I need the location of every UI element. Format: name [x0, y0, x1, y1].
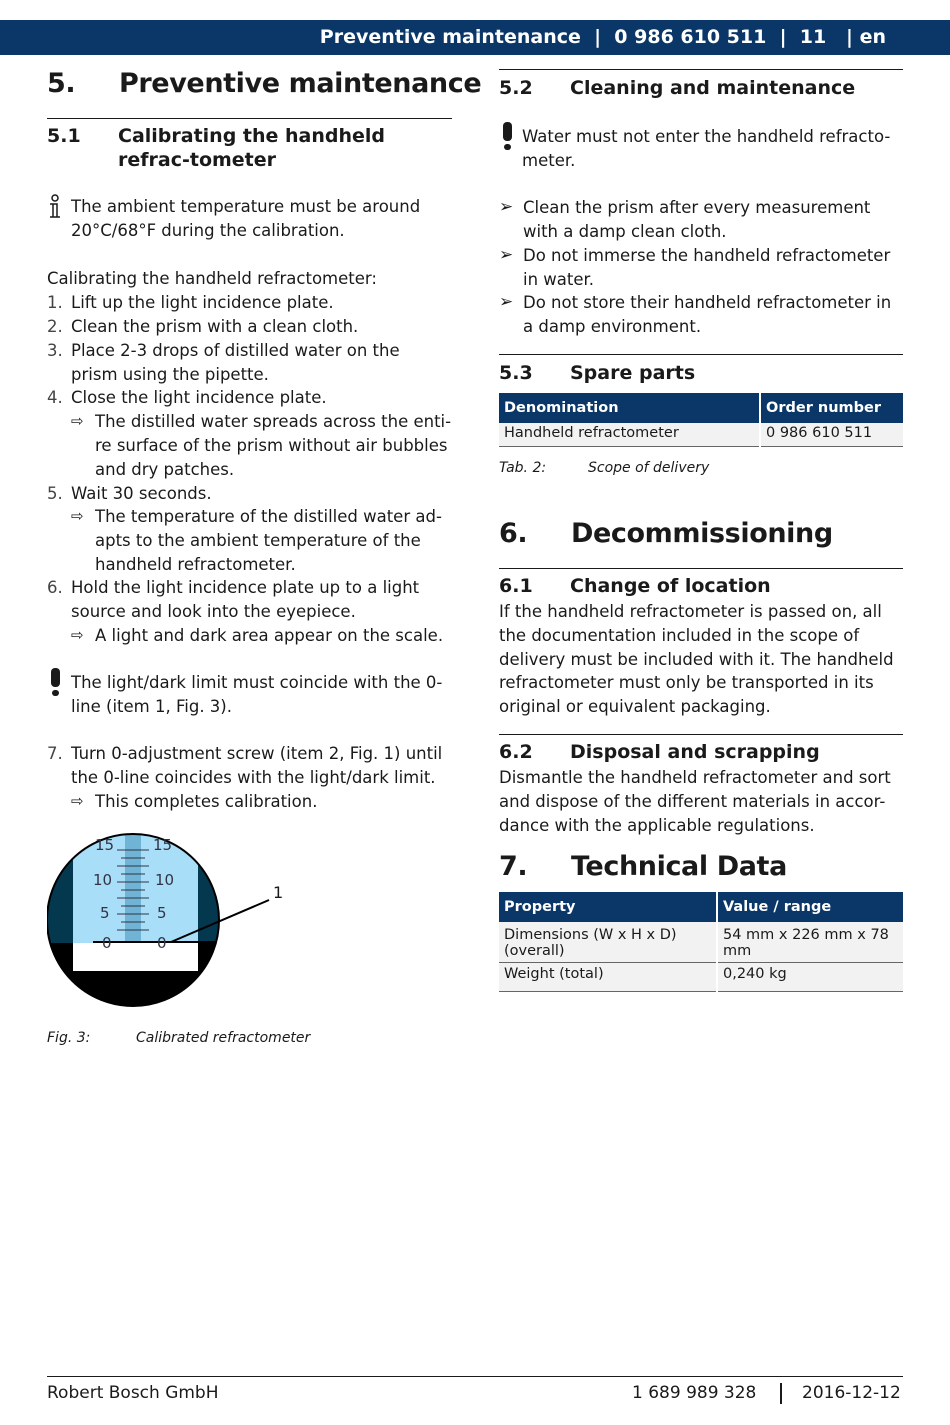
caption-key: Fig. 3: — [47, 1030, 91, 1046]
step-number: 5. — [47, 484, 63, 503]
exclamation-icon — [51, 668, 60, 687]
step-text: Lift up the light incidence plate. — [71, 293, 334, 312]
arrow-bullet-icon: ➢ — [499, 292, 514, 312]
header-text: Preventive maintenance | 0 986 610 511 | 11 | en — [319, 26, 886, 48]
section-title: Spare parts — [570, 362, 696, 384]
result-text: The distilled water spreads across the enti-re surface of the prism without air bubbles and dry patches. — [95, 412, 452, 479]
step-text: Close the light incidence plate. — [71, 388, 327, 407]
arrow-bullet-icon: ➢ — [499, 197, 514, 217]
section-title: Change of location — [570, 575, 771, 597]
section-number: 6. — [499, 518, 528, 549]
column-header: Denomination — [499, 393, 760, 423]
section-number: 6.2 — [499, 741, 533, 763]
scale-label: 15 — [153, 836, 173, 854]
footer-date: 2016-12-12 — [802, 1383, 901, 1403]
technical-data-table — [499, 892, 903, 992]
table-cell: 0 986 610 511 — [760, 423, 903, 447]
column-header: Property — [499, 892, 717, 922]
section-title: Preventive maintenance — [119, 68, 482, 99]
exclamation-icon — [503, 122, 512, 141]
scale-label: 0 — [102, 934, 112, 952]
section-number: 6.1 — [499, 575, 533, 597]
section-number: 5.3 — [499, 362, 533, 384]
table-header-row — [499, 892, 903, 922]
header-bar — [0, 20, 950, 55]
callout-number: 1 — [273, 883, 284, 902]
divider — [499, 734, 903, 735]
refractometer-figure — [47, 832, 307, 1010]
table-row — [499, 922, 903, 963]
paragraph: Dismantle the handheld refractometer and sort and dispose of the different materials in accor-dance with the applicable regulations. — [499, 768, 891, 835]
table-row — [499, 423, 903, 447]
section-title: Disposal and scrapping — [570, 741, 820, 763]
footer-company: Robert Bosch GmbH — [47, 1383, 219, 1403]
section-number: 5. — [47, 68, 76, 99]
caption-text: Scope of delivery — [588, 460, 710, 476]
bullet-text: Clean the prism after every measurement with a damp clean cloth. — [523, 198, 871, 241]
result-text: The temperature of the distilled water ad-apts to the ambient temperature of the handheld refractometer. — [95, 507, 442, 574]
section-title: Technical Data — [571, 851, 787, 882]
bullet-text: Do not store their handheld refractometer in a damp environment. — [523, 293, 892, 336]
paragraph: If the handheld refractometer is passed on, all the documentation included in the scope of delivery must be included with it. The handheld refractometer must only be transported in its original or equivalent packaging. — [499, 602, 894, 717]
arrow-bullet-icon: ➢ — [499, 245, 514, 265]
step-number: 2. — [47, 317, 63, 336]
scale-label: 5 — [157, 904, 167, 922]
spare-parts-table — [499, 393, 903, 447]
step-number: 4. — [47, 388, 63, 407]
step-number: 6. — [47, 578, 63, 597]
divider — [47, 118, 452, 119]
result-text: A light and dark area appear on the scale. — [95, 626, 444, 645]
result-arrow-icon: ⇨ — [71, 412, 84, 430]
section-number: 7. — [499, 851, 528, 882]
result-arrow-icon: ⇨ — [71, 507, 84, 525]
section-title: Cleaning and maintenance — [570, 77, 856, 99]
scale-label: 10 — [155, 871, 175, 889]
section-number: 5.2 — [499, 77, 533, 99]
divider — [499, 568, 903, 569]
step-text: Place 2-3 drops of distilled water on the prism using the pipette. — [71, 341, 400, 384]
table-cell: Weight (total) — [499, 963, 717, 992]
step-number: 3. — [47, 341, 63, 360]
divider — [499, 69, 903, 70]
table-row — [499, 963, 903, 992]
footer-divider — [47, 1376, 903, 1377]
scale-label: 15 — [95, 836, 115, 854]
column-header: Value / range — [717, 892, 903, 922]
table-header-row — [499, 393, 903, 423]
section-title: Calibrating the handheld refrac-tometer — [118, 125, 386, 171]
scale-label: 10 — [93, 871, 113, 889]
table-cell: Handheld refractometer — [499, 423, 760, 447]
bullet-text: Do not immerse the handheld refractometer in water. — [523, 246, 891, 289]
divider — [499, 354, 903, 355]
caption-text: Calibrated refractometer — [136, 1030, 311, 1046]
calibration-intro: Calibrating the handheld refractometer: — [47, 269, 377, 288]
scale-label: 0 — [157, 934, 167, 952]
warning-note-text: The light/dark limit must coincide with the 0-line (item 1, Fig. 3). — [71, 673, 443, 716]
step-text: Clean the prism with a clean cloth. — [71, 317, 359, 336]
step-number: 1. — [47, 293, 63, 312]
result-arrow-icon: ⇨ — [71, 792, 84, 810]
table-cell: Dimensions (W x H x D) (overall) — [499, 922, 717, 963]
section-title: Decommissioning — [571, 518, 833, 549]
info-note-text: The ambient temperature must be around 20°C/68°F during the calibration. — [71, 197, 421, 240]
info-icon — [47, 194, 63, 220]
caption-key: Tab. 2: — [499, 460, 547, 476]
result-text: This completes calibration. — [95, 792, 318, 811]
footer-separator — [780, 1383, 782, 1404]
scale-label: 5 — [100, 904, 110, 922]
section-number: 5.1 — [47, 125, 81, 147]
step-number: 7. — [47, 744, 63, 763]
footer-document-number: 1 689 989 328 — [632, 1383, 757, 1403]
result-arrow-icon: ⇨ — [71, 626, 84, 644]
warning-note-text: Water must not enter the handheld refracto-meter. — [522, 127, 891, 170]
step-text: Wait 30 seconds. — [71, 484, 212, 503]
column-header: Order number — [760, 393, 903, 423]
table-cell: 0,240 kg — [717, 963, 903, 992]
step-text: Hold the light incidence plate up to a light source and look into the eyepiece. — [71, 578, 420, 621]
table-cell: 54 mm x 226 mm x 78 mm — [717, 922, 903, 963]
step-text: Turn 0-adjustment screw (item 2, Fig. 1) until the 0-line coincides with the light/dark limit. — [71, 744, 443, 787]
